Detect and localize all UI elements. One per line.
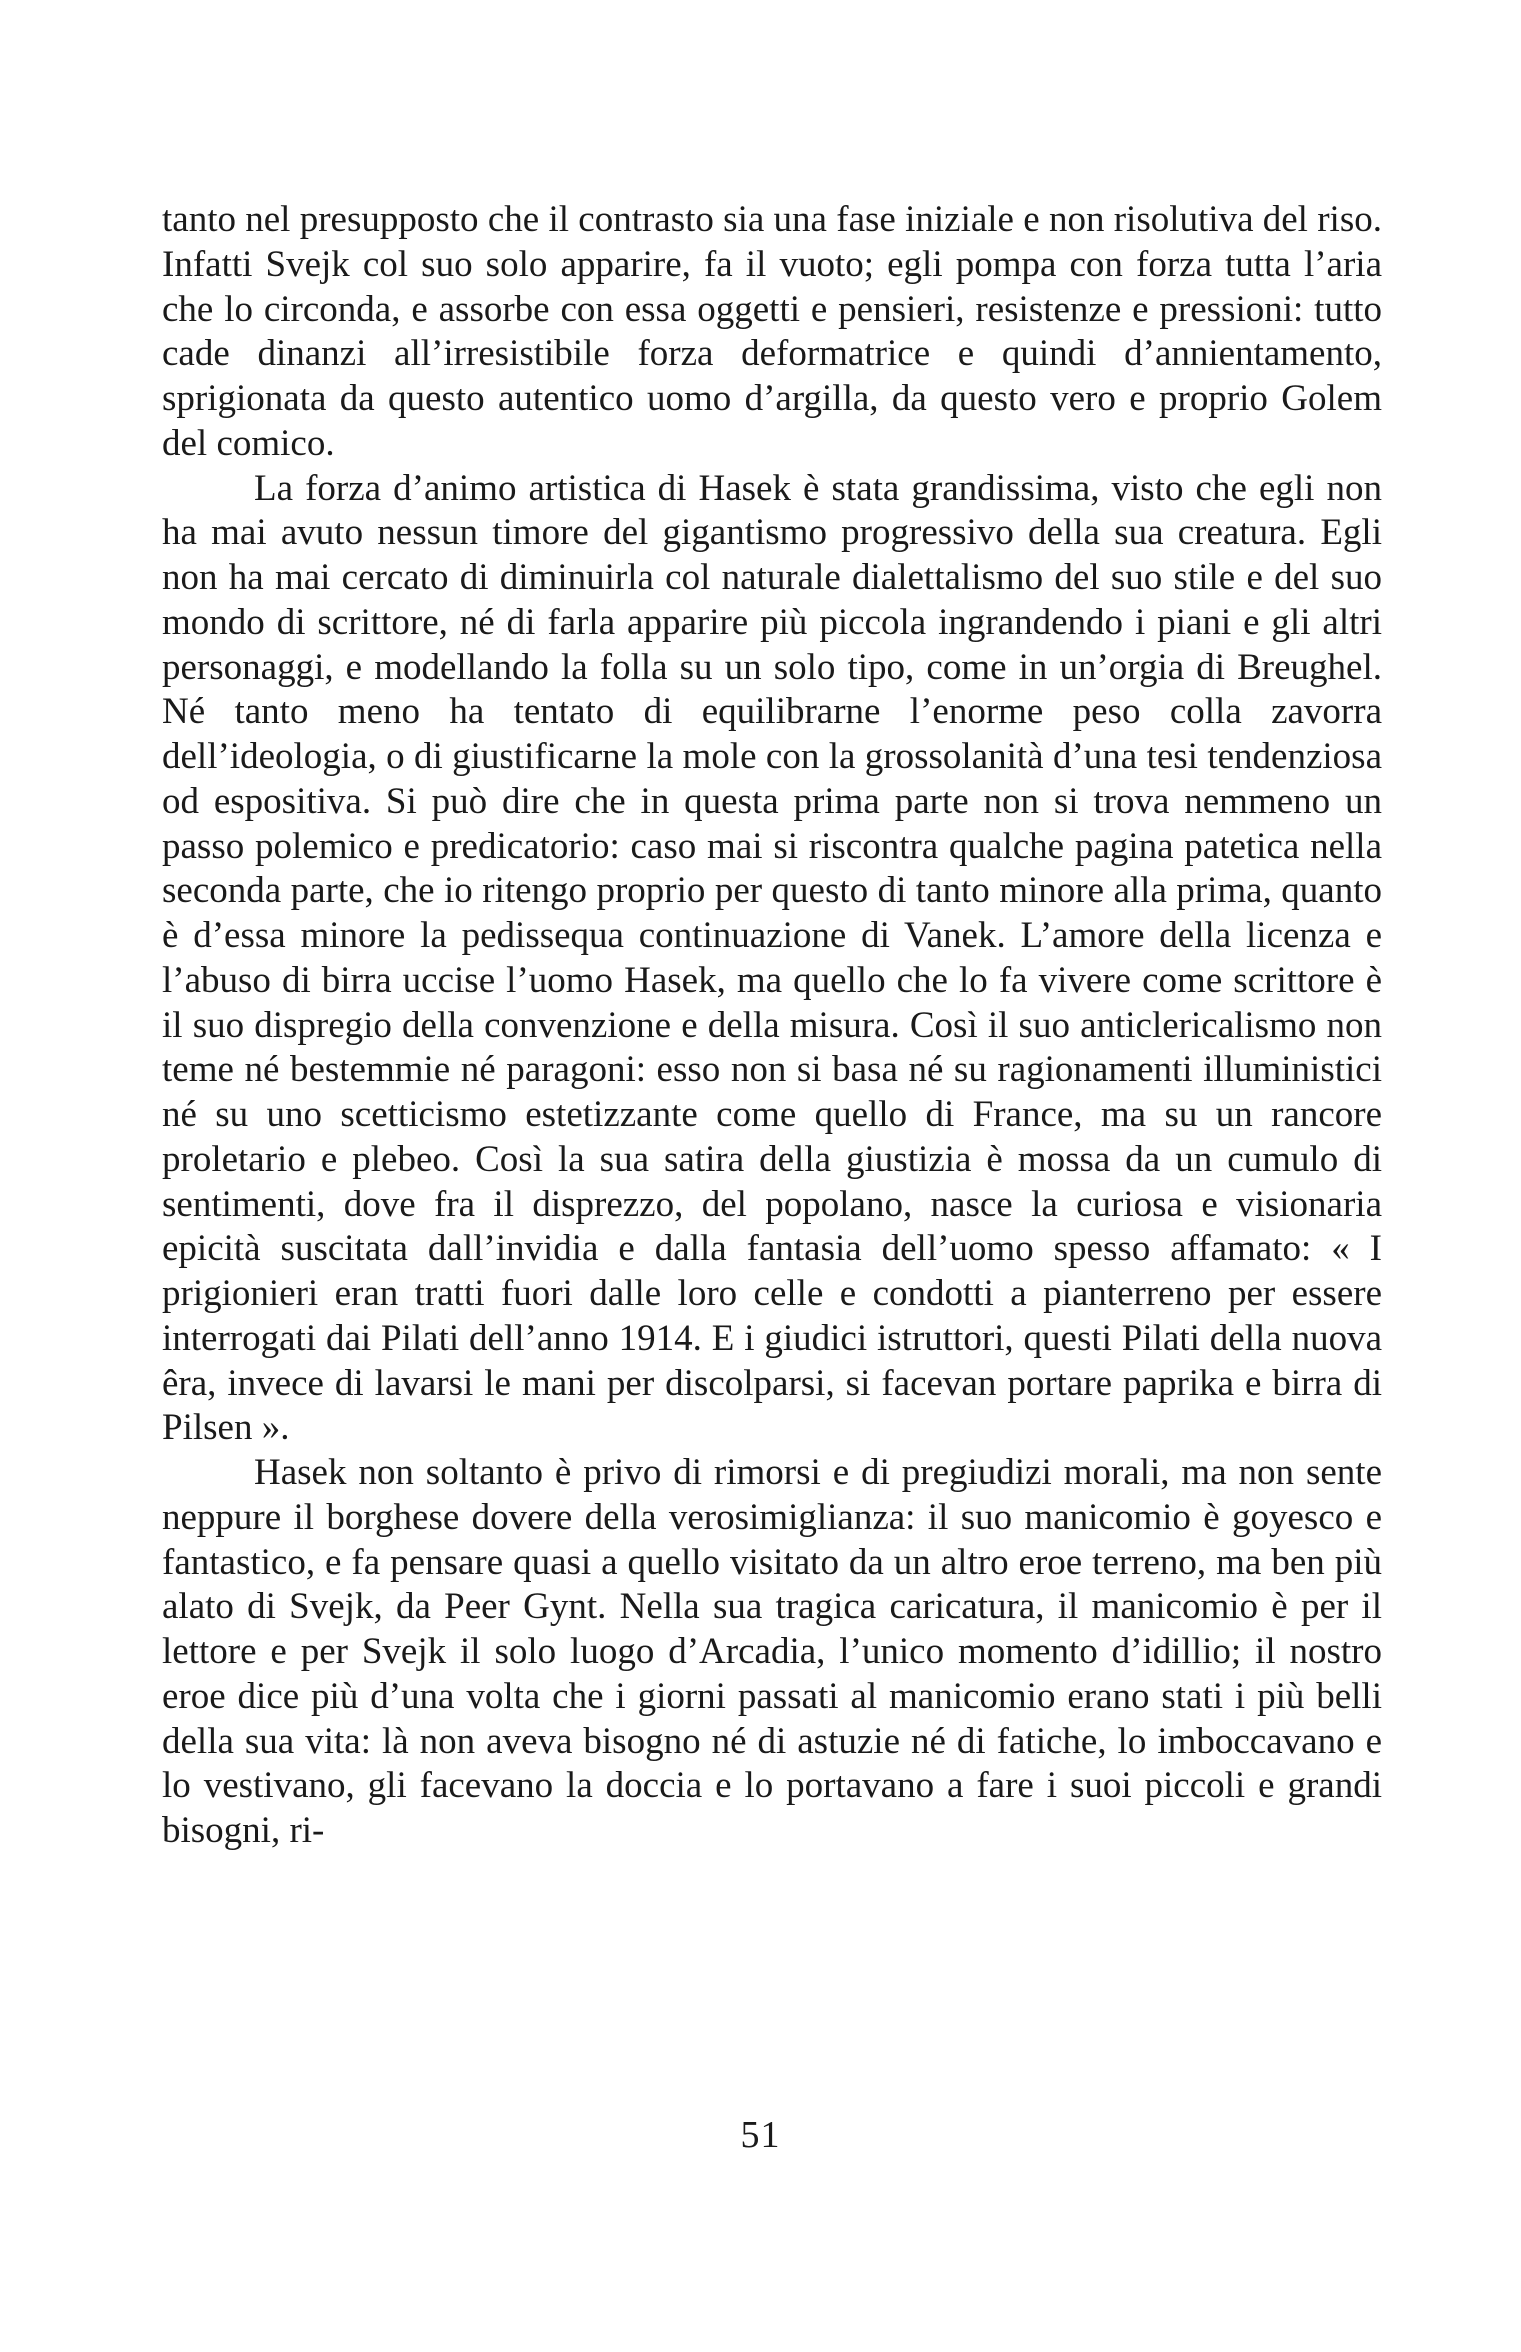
body-text [162, 198, 1382, 1854]
page-number: 51 [740, 2114, 781, 2156]
paragraph-3: Hasek non soltanto è privo di rimorsi e di pregiudizi morali, ma non sente neppure il borghese dovere della verosimiglianza: il suo manicomio è goyesco e fantastico, e fa pensare quasi a quello visitato da un altro eroe terreno, ma ben più alato di Svejk, da Peer Gynt. Nella sua tragica caricatura, il manicomio è per il lettore e per Svejk il solo luogo d’Arcadia, l’unico momento d’idillio; il nostro eroe dice più d’una volta che i giorni passati al manicomio erano stati i più belli della sua vita: là non aveva bisogno né di astuzie né di fatiche, lo imboccavano e lo vestivano, gli facevano la doccia e lo portavano a fare i suoi piccoli e grandi bisogni, ri- [162, 1452, 1382, 1851]
paragraph-2: La forza d’animo artistica di Hasek è stata grandissima, visto che egli non ha mai avuto nessun timore del gigantismo progressivo della sua creatura. Egli non ha mai cercato di diminuirla col naturale dialettalismo del suo stile e del suo mondo di scrittore, né di farla apparire più piccola ingrandendo i piani e gli altri personaggi, e modellando la folla su un solo tipo, come in un’orgia di Breughel. Né tanto meno ha tentato di equilibrarne l’enorme peso colla zavorra dell’ideologia, o di giustificarne la mole con la grossolanità d’una tesi tendenziosa od espositiva. Si può dire che in questa prima parte non si trova nemmeno un passo polemico e predicatorio: caso mai si riscontra qualche pagina patetica nella seconda parte, che io ritengo proprio per questo di tanto minore alla prima, quanto è d’essa minore la pedissequa continuazione di Vanek. L’amore della licenza e l’abuso di birra uccise l’uomo Hasek, ma quello che lo fa vivere come scrittore è il suo dispregio della convenzione e della misura. Così il suo anticlericalismo non teme né bestemmie né paragoni: esso non si basa né su ragionamenti illuministici né su uno scetticismo estetizzante come quello di France, ma su un rancore proletario e plebeo. Così la sua satira della giustizia è mossa da un cumulo di sentimenti, dove fra il disprezzo, del popolano, nasce la curiosa e visionaria epicità suscitata dall’invidia e dalla fantasia dell’uomo spesso affamato: « I prigionieri eran tratti fuori dalle loro celle e condotti a pianterreno per essere interrogati dai Pilati dell’anno 1914. E i giudici istruttori, questi Pilati della nuova êra, invece di lavarsi le mani per discolparsi, si facevan portare paprika e birra di Pilsen ». [162, 467, 1382, 1449]
paragraph-1: tanto nel presupposto che il contrasto sia una fase iniziale e non risolutiva del riso. Infatti Svejk col suo solo apparire, fa il vuoto; egli pompa con forza tutta l’aria che lo circonda, e assorbe con essa oggetti e pensieri, resistenze e pressioni: tutto cade dinanzi all’irresistibile forza deformatrice e quindi d’annientamento, sprigionata da questo autentico uomo d’argilla, da questo vero e proprio Golem del comico. [162, 199, 1382, 464]
